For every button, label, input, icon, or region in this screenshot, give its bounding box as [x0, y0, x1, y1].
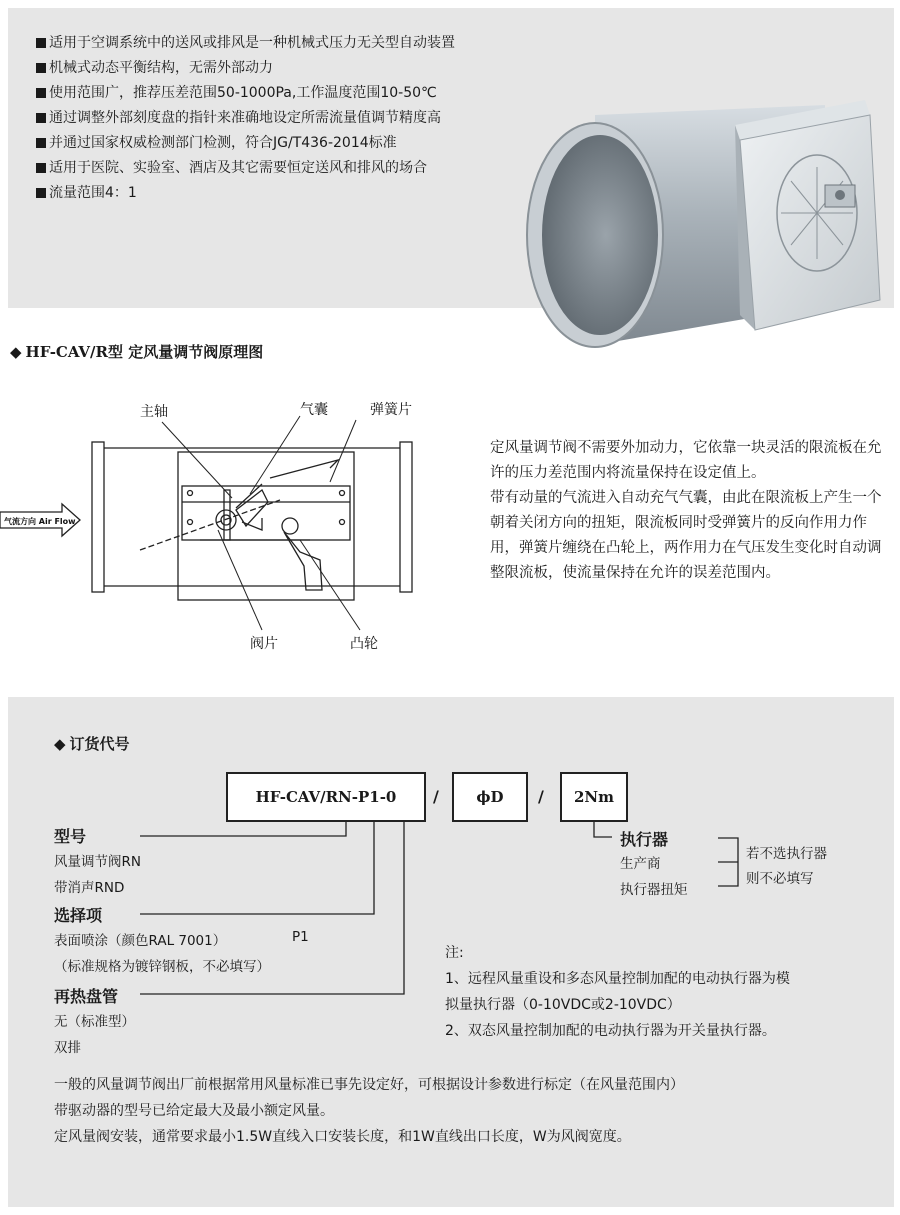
model-item: 风量调节阀RN — [54, 854, 141, 870]
label-main-shaft: 主轴 — [140, 404, 168, 420]
description-paragraph: 带有动量的气流进入自动充气气囊，由此在限流板上产生一个朝着关闭方向的扭矩，限流板同时受弹簧片的反向作用力作用，弹簧片缠绕在凸轮上，两作用力在气压发生变化时自动调整限流板，使流量保持在允许的误差范围内。 — [490, 490, 882, 581]
actuator-bracket-note: 则不必填写 — [746, 871, 814, 887]
description-paragraph: 定风量调节阀不需要外加动力，它依靠一块灵活的限流板在允许的压力差范围内将流量保持在设定值上。 — [490, 440, 882, 481]
feature-item: 机械式动态平衡结构，无需外部动力 — [36, 56, 455, 81]
torque-box: 2Nm — [560, 772, 628, 822]
note-line: 拟量执行器（0-10VDC或2-10VDC） — [445, 997, 681, 1013]
diameter-box: ϕD — [452, 772, 528, 822]
notes — [445, 940, 790, 1044]
actuator-heading: 执行器 — [620, 830, 669, 849]
footer-line: 一般的风量调节阀出厂前根据常用风量标准已事先设定好，可根据设计参数进行标定（在风量范围内） — [54, 1077, 684, 1093]
feature-item: 适用于空调系统中的送风或排风是一种机械式压力无关型自动装置 — [36, 31, 455, 56]
actuator-item: 执行器扭矩 — [620, 882, 688, 898]
label-cam: 凸轮 — [350, 636, 378, 652]
feature-item: 使用范围广，推荐压差范围50-1000Pa,工作温度范围10-50℃ — [36, 81, 455, 106]
notes-label: 注: — [445, 945, 464, 961]
order-title: ◆ 订货代号 — [54, 735, 130, 753]
label-air-bag: 气囊 — [300, 402, 328, 418]
footer-notes — [54, 1072, 684, 1150]
feature-item: 并通过国家权威检测部门检测，符合JG/T436-2014标准 — [36, 131, 455, 156]
options-heading: 选择项 — [54, 906, 103, 925]
label-blade: 阀片 — [250, 636, 278, 652]
separator: / — [433, 787, 439, 806]
model-heading: 型号 — [54, 827, 87, 846]
note-line: 1、远程风量重设和多态风量控制加配的电动执行器为模 — [445, 971, 790, 987]
note-line: 2、双态风量控制加配的电动执行器为开关量执行器。 — [445, 1023, 776, 1039]
model-item: 带消声RND — [54, 880, 125, 896]
feature-item: 通过调整外部刻度盘的指针来准确地设定所需流量值调节精度高 — [36, 106, 455, 131]
order-code-box: HF-CAV/RN-P1-0 — [226, 772, 426, 822]
separator: / — [538, 787, 544, 806]
footer-line: 定风量阀安装，通常要求最小1.5W直线入口安装长度，和1W直线出口长度，W为风阀宽度。 — [54, 1129, 631, 1145]
feature-item: 适用于医院、实验室、酒店及其它需要恒定送风和排风的场合 — [36, 156, 455, 181]
airflow-label: 气流方向 Air Flow — [4, 517, 76, 526]
actuator-item: 生产商 — [620, 856, 661, 872]
diamond-icon: ◆ — [54, 735, 66, 753]
label-spring: 弹簧片 — [370, 402, 412, 418]
principle-title: ◆ HF-CAV/R型 定风量调节阀原理图 — [10, 343, 264, 361]
reheat-heading: 再热盘管 — [54, 987, 119, 1006]
coating-code: P1 — [292, 929, 309, 945]
standard-note: （标准规格为镀锌钢板，不必填写） — [54, 959, 270, 975]
diamond-icon: ◆ — [10, 343, 22, 361]
feature-item: 流量范围4：1 — [36, 181, 455, 206]
footer-line: 带驱动器的型号已给定最大及最小额定风量。 — [54, 1103, 334, 1119]
actuator-bracket-note: 若不选执行器 — [746, 846, 827, 862]
coating-option: 表面喷涂（颜色RAL 7001） — [54, 933, 227, 949]
reheat-item: 双排 — [54, 1040, 81, 1056]
reheat-item: 无（标准型） — [54, 1014, 135, 1030]
